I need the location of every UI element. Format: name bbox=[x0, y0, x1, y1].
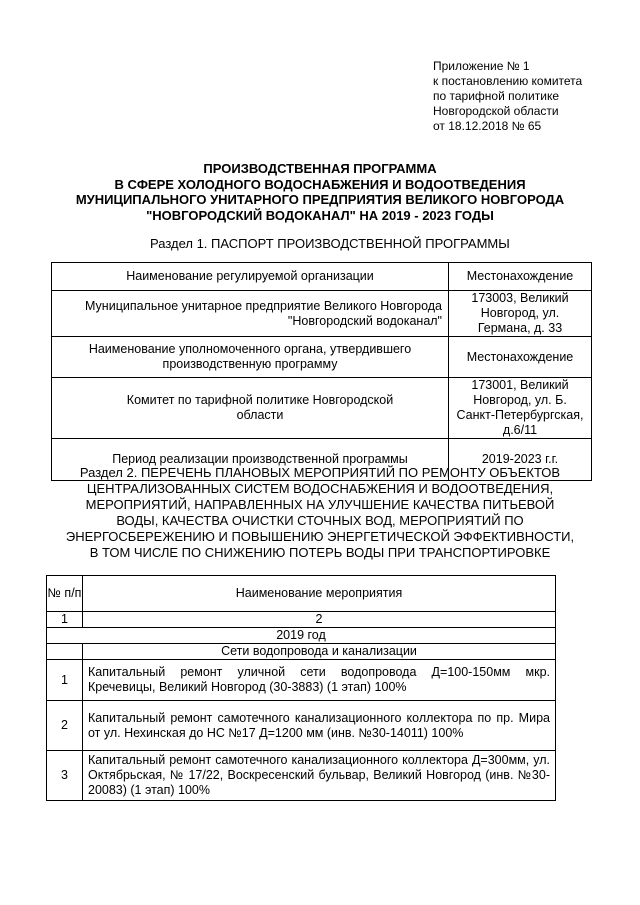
header-name-cell: Наименование мероприятия bbox=[83, 576, 556, 612]
appendix-block bbox=[433, 59, 633, 134]
section2-line: ЭНЕРГОСБЕРЕЖЕНИЮ И ПОВЫШЕНИЮ ЭНЕРГЕТИЧЕСКОЙ ЭФФЕКТИВНОСТИ, bbox=[65, 529, 575, 544]
passport-cell: 173001, Великий Новгород, ул. Б. Санкт-Петербургская, д.6/11 bbox=[449, 378, 592, 439]
measures-table bbox=[46, 575, 556, 801]
table-row bbox=[47, 612, 556, 628]
section2-line: Раздел 2. ПЕРЕЧЕНЬ ПЛАНОВЫХ МЕРОПРИЯТИЙ ПО РЕМОНТУ ОБЪЕКТОВ bbox=[79, 465, 561, 480]
table-row bbox=[52, 291, 592, 337]
section2-line: В ТОМ ЧИСЛЕ ПО СНИЖЕНИЮ ПОТЕРЬ ВОДЫ ПРИ ТРАНСПОРТИРОВКЕ bbox=[89, 545, 551, 560]
passport-cell: 2019-2023 г.г. bbox=[449, 439, 592, 481]
section2-line: ЦЕНТРАЛИЗОВАННЫХ СИСТЕМ ВОДОСНАБЖЕНИЯ И ВОДООТВЕДЕНИЯ, bbox=[86, 481, 554, 496]
section2-line: МЕРОПРИЯТИЙ, НАПРАВЛЕННЫХ НА УЛУЧШЕНИЕ КАЧЕСТВА ПИТЬЕВОЙ bbox=[85, 497, 555, 512]
document-title bbox=[20, 161, 620, 223]
appendix-line: Новгородской области bbox=[433, 104, 559, 118]
section1-heading: Раздел 1. ПАСПОРТ ПРОИЗВОДСТВЕННОЙ ПРОГРАММЫ bbox=[150, 236, 510, 251]
table-row bbox=[47, 576, 556, 612]
title-line: ПРОИЗВОДСТВЕННАЯ ПРОГРАММА bbox=[203, 161, 437, 176]
table-row bbox=[47, 660, 556, 701]
item-number: 2 bbox=[47, 701, 83, 751]
passport-cell: Наименование уполномоченного органа, утвердившего производственную программу bbox=[52, 337, 449, 378]
item-text: Капитальный ремонт уличной сети водопровода Д=100-150мм мкр. Кречевицы, Великий Новгород (30-3883) (1 этап) 100% bbox=[83, 660, 556, 701]
group-row-spacer bbox=[47, 644, 83, 660]
passport-cell: Комитет по тарифной политике Новгородской области bbox=[52, 378, 449, 439]
title-line: В СФЕРЕ ХОЛОДНОГО ВОДОСНАБЖЕНИЯ И ВОДООТВЕДЕНИЯ bbox=[114, 176, 526, 192]
group-row: Сети водопровода и канализации bbox=[83, 644, 556, 660]
appendix-line: от 18.12.2018 № 65 bbox=[433, 119, 542, 133]
passport-cell: Местонахождение bbox=[449, 337, 592, 378]
table-row bbox=[52, 378, 592, 439]
column-number-cell: 2 bbox=[83, 612, 556, 628]
table-row bbox=[52, 263, 592, 291]
item-text: Капитальный ремонт самотечного канализационного коллектора Д=300мм, ул. Октябрьская, № 17/22, Воскресенский бульвар, Великий Новгород (инв. №30-20083) (1 этап) 100% bbox=[83, 751, 556, 801]
section2-heading bbox=[20, 465, 620, 561]
item-text: Капитальный ремонт самотечного канализационного коллектора по пр. Мира от ул. Нехинская до НС №17 Д=1200 мм (инв. №30-14011) 100% bbox=[83, 701, 556, 751]
year-row: 2019 год bbox=[47, 628, 556, 644]
table-row bbox=[47, 701, 556, 751]
table-row bbox=[47, 644, 556, 660]
section2-line: ВОДЫ, КАЧЕСТВА ОЧИСТКИ СТОЧНЫХ ВОД, МЕРОПРИЯТИЙ ПО bbox=[116, 513, 524, 528]
appendix-line: Приложение № 1 bbox=[433, 59, 530, 73]
header-num-cell: № п/п bbox=[47, 576, 83, 612]
appendix-line: к постановлению комитета bbox=[433, 74, 583, 88]
passport-cell: Период реализации производственной программы bbox=[52, 439, 449, 481]
column-number-cell: 1 bbox=[47, 612, 83, 628]
table-row bbox=[47, 628, 556, 644]
passport-table bbox=[51, 262, 592, 481]
item-number: 1 bbox=[47, 660, 83, 701]
passport-cell: Наименование регулируемой организации bbox=[52, 263, 449, 291]
table-row bbox=[47, 751, 556, 801]
item-number: 3 bbox=[47, 751, 83, 801]
appendix-line: по тарифной политике bbox=[433, 89, 559, 103]
passport-cell: Муниципальное унитарное предприятие Великого Новгорода "Новгородский водоканал" bbox=[52, 291, 449, 337]
title-line: "НОВГОРОДСКИЙ ВОДОКАНАЛ" НА 2019 - 2023 ГОДЫ bbox=[146, 207, 494, 223]
passport-cell: 173003, Великий Новгород, ул. Германа, д. 33 bbox=[449, 291, 592, 337]
title-line: МУНИЦИПАЛЬНОГО УНИТАРНОГО ПРЕДПРИЯТИЯ ВЕЛИКОГО НОВГОРОДА bbox=[75, 192, 565, 207]
passport-cell: Местонахождение bbox=[449, 263, 592, 291]
table-row bbox=[52, 337, 592, 378]
